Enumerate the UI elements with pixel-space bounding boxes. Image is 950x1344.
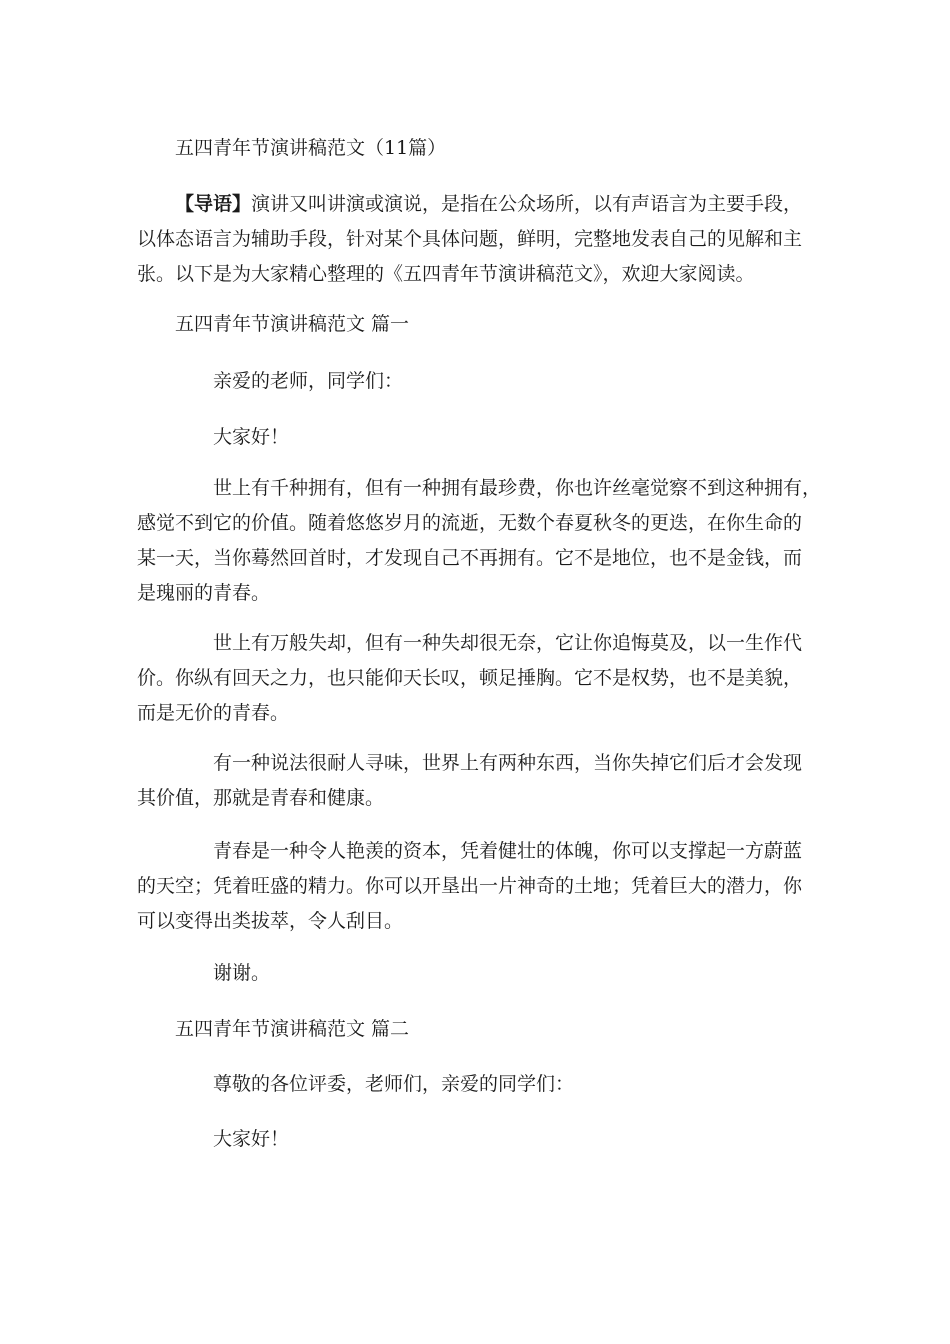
section-heading-1: 五四青年节演讲稿范文 篇一 bbox=[175, 313, 410, 335]
paragraph-line: 的天空；凭着旺盛的精力。你可以开垦出一片神奇的土地；凭着巨大的潜力，你 bbox=[137, 875, 803, 897]
hello-2: 大家好！ bbox=[213, 1128, 290, 1150]
body-paragraph-4 bbox=[137, 834, 811, 939]
document-title: 五四青年节演讲稿范文（11篇） bbox=[175, 137, 447, 159]
intro-paragraph bbox=[137, 187, 811, 292]
paragraph-line: 世上有千种拥有，但有一种拥有最珍费，你也许丝毫觉察不到这种拥有， bbox=[213, 477, 822, 499]
greeting-1: 亲爱的老师，同学们： bbox=[213, 370, 404, 392]
paragraph-line: 价。你纵有回天之力，也只能仰天长叹，顿足捶胸。它不是权势，也不是美貌， bbox=[137, 667, 803, 689]
intro-line: 演讲又叫讲演或演说，是指在公众场所，以有声语言为主要手段， bbox=[251, 193, 803, 215]
intro-line: 以体态语言为辅助手段，针对某个具体问题，鲜明，完整地发表自己的见解和主 bbox=[137, 228, 803, 250]
paragraph-line: 某一天，当你蓦然回首时，才发现自己不再拥有。它不是地位，也不是金钱，而 bbox=[137, 547, 803, 569]
body-paragraph-3 bbox=[137, 746, 811, 816]
body-paragraph-1 bbox=[137, 471, 822, 611]
body-paragraph-2 bbox=[137, 626, 811, 731]
paragraph-line: 青春是一种令人艳羡的资本，凭着健壮的体魄，你可以支撑起一方蔚蓝 bbox=[213, 840, 803, 862]
paragraph-line: 是瑰丽的青春。 bbox=[137, 582, 271, 604]
section-heading-2: 五四青年节演讲稿范文 篇二 bbox=[175, 1018, 410, 1040]
hello-1: 大家好！ bbox=[213, 426, 290, 448]
paragraph-line: 世上有万般失却，但有一种失却很无奈，它让你追悔莫及，以一生作代 bbox=[213, 632, 803, 654]
paragraph-line: 其价值，那就是青春和健康。 bbox=[137, 787, 385, 809]
paragraph-line: 可以变得出类拔萃，令人刮目。 bbox=[137, 910, 404, 932]
paragraph-line: 感觉不到它的价值。随着悠悠岁月的流逝，无数个春夏秋冬的更迭，在你生命的 bbox=[137, 512, 803, 534]
paragraph-line: 有一种说法很耐人寻味，世界上有两种东西，当你失掉它们后才会发现 bbox=[213, 752, 803, 774]
thanks-text: 谢谢。 bbox=[213, 962, 271, 984]
paragraph-line: 而是无价的青春。 bbox=[137, 702, 290, 724]
intro-lead: 【导语】 bbox=[175, 193, 252, 215]
greeting-2: 尊敬的各位评委，老师们，亲爱的同学们： bbox=[213, 1073, 575, 1095]
intro-line: 张。以下是为大家精心整理的《五四青年节演讲稿范文》，欢迎大家阅读。 bbox=[137, 263, 755, 285]
